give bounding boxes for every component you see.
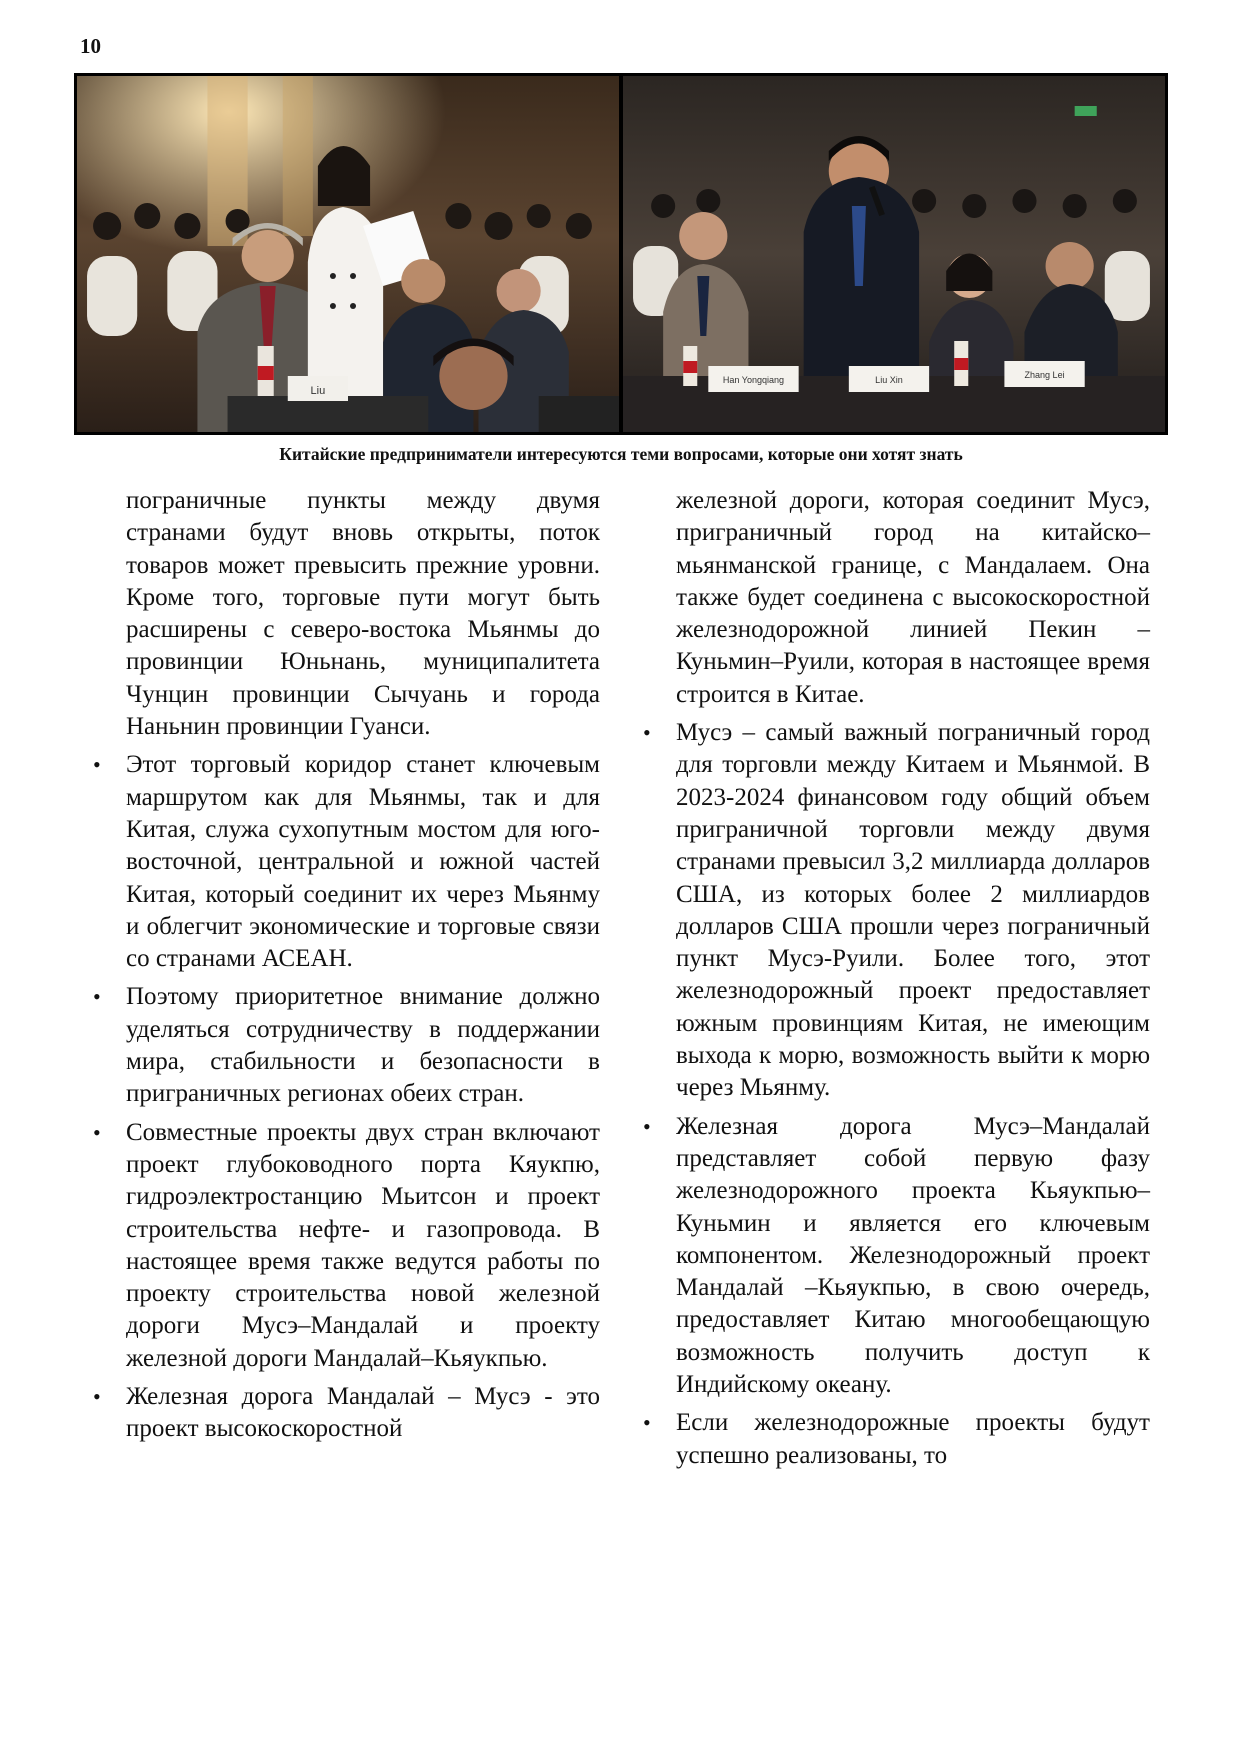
bullet-icon: • — [643, 1113, 651, 1139]
photo-caption: Китайские предприниматели интересуются теми вопросами, которые они хотят знать — [279, 444, 963, 464]
bullet-item — [638, 1407, 1150, 1472]
conference-photo-right — [623, 76, 1165, 432]
bullet-text: Железная дорога Мусэ–Мандалай представляет собой первую фазу железнодорожного проекта Кьяукпью–Куньмин и является его ключевым компонентом. Железнодорожный проект Мандалай –Кьяукпью, в свою очередь, предоставляет Китаю многообещающую возможность получить доступ к Индийскому океану. — [676, 1112, 1150, 1399]
page-number: 10 — [80, 34, 101, 58]
bullet-text: Этот торговый коридор станет ключевым маршрутом как для Мьянмы, так и для Китая, служа сухопутным мостом для юго-восточной, центральной и южной частей Китая, который соединит их через Мьянму и облегчит экономические и торговые связи со странами АСЕАН. — [126, 751, 600, 973]
bullet-text: Совместные проекты двух стран включают проект глубоководного порта Кяукпю, гидроэлектростанцию Мьитсон и проект строительства нефте- и газопровода. В настоящее время также ведутся работы по проекту строительства новой железной дороги Мусэ–Мандалай и проекту железной дороги Мандалай–Кьяукпью. — [126, 1118, 600, 1372]
conference-photo-left — [77, 76, 619, 432]
nameplate-han-yongqiang: Han Yongqiang — [722, 375, 785, 385]
bullet-text: Если железнодорожные проекты будут успешно реализованы, то — [676, 1409, 1150, 1469]
bullet-item — [638, 717, 1150, 1105]
bullet-item — [88, 981, 600, 1110]
bullet-text: Мусэ – самый важный пограничный город для торговли между Китаем и Мьянмой. В 2023-2024 финансовом году общий объем приграничной торговли между двумя странами превысил 3,2 миллиарда долларов США, из которых более 2 миллиардов долларов США прошли через пограничный пункт Мусэ-Руили. Более того, этот железнодорожный проект предоставляет южным провинциям Китая, не имеющим выхода к морю, возможность выйти к морю через Мьянму. — [676, 719, 1150, 1102]
bullet-icon: • — [93, 1384, 101, 1410]
bullet-icon: • — [93, 1119, 101, 1145]
article-left-column — [88, 485, 600, 1452]
bullet-icon: • — [643, 1410, 651, 1436]
bullet-item — [88, 749, 600, 975]
bullet-icon: • — [643, 720, 651, 746]
bullet-icon: • — [93, 984, 101, 1010]
nameplate-liu: Liu — [310, 385, 326, 397]
paragraph-text: железной дороги, которая соединит Мусэ, приграничный город на китайско–мьянманской границе, с Мандалаем. Она также будет соединена с высокоскоростной железнодорожной линией Пекин – Куньмин–Руили, которая в настоящее время строится в Китае. — [676, 487, 1150, 708]
article-right-column — [638, 485, 1150, 1478]
bullet-icon: • — [93, 752, 101, 778]
paragraph-continuation — [88, 485, 600, 743]
bullet-item — [88, 1117, 600, 1375]
bullet-text: Поэтому приоритетное внимание должно уделяться сотрудничеству в поддержании мира, стабильности и безопасности в приграничных регионах обеих стран. — [126, 983, 600, 1108]
nameplate-zhang-lei: Zhang Lei — [1024, 370, 1065, 380]
paragraph-text: пограничные пункты между двумя странами будут вновь открыты, поток товаров может превысить прежние уровни. Кроме того, торговые пути могут быть расширены с северо-востока Мьянмы до провинции Юньнань, муниципалитета Чунцин провинции Сычуань и города Наньнин провинции Гуанси. — [126, 487, 600, 741]
bullet-item — [638, 1111, 1150, 1402]
photo-right-conference — [623, 76, 1165, 432]
bullet-text: Железная дорога Мандалай – Мусэ - это проект высокоскоростной — [126, 1383, 600, 1443]
bullet-item — [88, 1381, 600, 1446]
paragraph-continuation — [638, 485, 1150, 711]
photo-left-conference — [77, 76, 619, 432]
photo-strip — [74, 73, 1168, 435]
nameplate-liu-xin: Liu Xin — [875, 375, 903, 385]
